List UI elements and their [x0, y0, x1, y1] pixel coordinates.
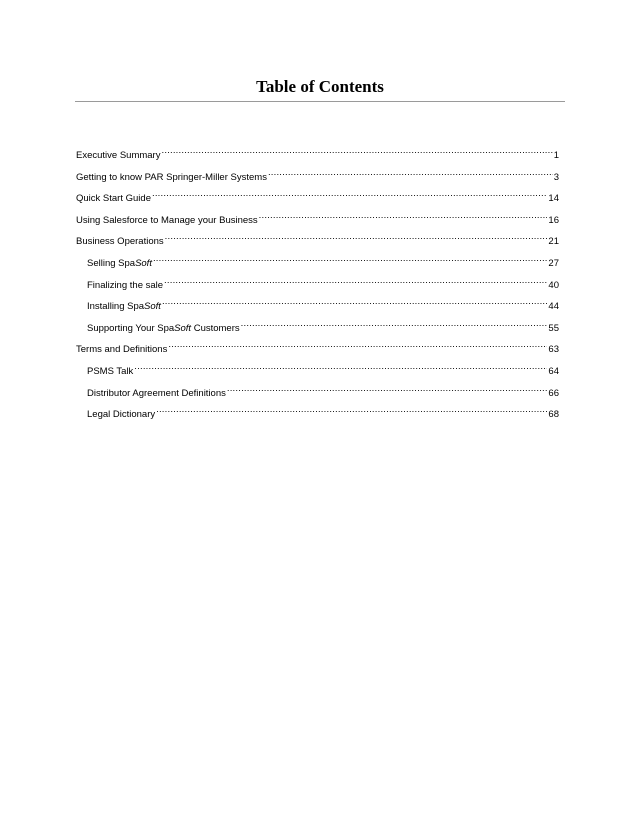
toc-entry-page: 3	[553, 171, 559, 183]
dot-leader	[241, 319, 548, 331]
page-title: Table of Contents	[256, 77, 384, 96]
dot-leader	[153, 254, 547, 266]
toc-entry-label: Installing SpaSoft	[87, 301, 161, 313]
toc-entry-page: 66	[548, 387, 559, 399]
toc-entry-label: Executive Summary	[76, 150, 161, 161]
table-of-contents	[76, 146, 566, 427]
toc-entry-page: 1	[553, 150, 559, 161]
dot-leader	[134, 362, 547, 374]
dot-leader	[227, 384, 548, 396]
toc-entry-quick-start-guide[interactable]	[76, 189, 559, 211]
dot-leader	[268, 168, 553, 180]
title-underline	[75, 101, 565, 102]
toc-entry-label: Distributor Agreement Definitions	[87, 387, 226, 399]
dot-leader	[165, 232, 548, 244]
toc-entry-label: Getting to know PAR Springer-Miller Systems	[76, 171, 267, 183]
toc-entry-finalizing-sale[interactable]	[76, 276, 559, 298]
toc-entry-page: 14	[548, 193, 559, 205]
toc-entry-business-operations[interactable]	[76, 232, 559, 254]
toc-entry-label: Finalizing the sale	[87, 279, 164, 291]
dot-leader	[164, 276, 547, 288]
dot-leader	[161, 146, 552, 158]
toc-entry-page: 27	[548, 257, 559, 269]
dot-leader	[168, 340, 547, 352]
toc-entry-label: Legal Dictionary	[87, 409, 156, 421]
toc-entry-label: Supporting Your SpaSoft Customers	[87, 322, 240, 334]
toc-entry-label: Quick Start Guide	[76, 193, 151, 205]
dot-leader	[152, 189, 547, 201]
toc-entry-getting-to-know[interactable]	[76, 168, 559, 190]
toc-entry-installing-spasoft[interactable]	[76, 297, 559, 319]
toc-entry-label: Terms and Definitions	[76, 344, 168, 356]
toc-entry-label: Business Operations	[76, 236, 164, 248]
toc-entry-using-salesforce[interactable]	[76, 211, 559, 233]
toc-entry-executive-summary[interactable]	[76, 146, 559, 168]
dot-leader	[162, 297, 547, 309]
toc-entry-page: 64	[548, 365, 559, 377]
toc-entry-terms-definitions[interactable]	[76, 340, 559, 362]
toc-entry-supporting-customers[interactable]	[76, 319, 559, 341]
toc-entry-psms-talk[interactable]	[76, 362, 559, 384]
dot-leader	[156, 405, 547, 417]
toc-entry-page: 55	[548, 322, 559, 334]
toc-entry-page: 68	[548, 409, 559, 421]
toc-entry-label: Using Salesforce to Manage your Business	[76, 214, 258, 226]
toc-entry-page: 44	[548, 301, 559, 313]
toc-entry-legal-dictionary[interactable]	[76, 405, 559, 427]
toc-entry-page: 16	[548, 214, 559, 226]
toc-entry-page: 40	[548, 279, 559, 291]
toc-entry-page: 21	[548, 236, 559, 248]
dot-leader	[259, 211, 548, 223]
toc-entry-distributor-agreement[interactable]	[76, 384, 559, 406]
toc-entry-page: 63	[548, 344, 559, 356]
toc-entry-label: PSMS Talk	[87, 365, 134, 377]
toc-entry-label: Selling SpaSoft	[87, 257, 152, 269]
toc-entry-selling-spasoft[interactable]	[76, 254, 559, 276]
